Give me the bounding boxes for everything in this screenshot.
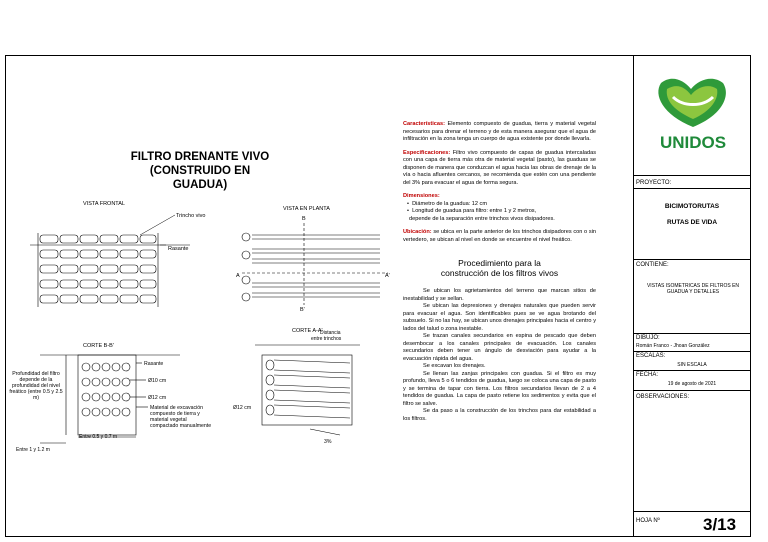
proc-step-3: Se trazan canales secundarios en espina de pescado que deben desembocar a los canales principales de evacuación. Los canales secundarios deben tener un ángulo de desviación para ayudar a la evacuación rápida del agua. bbox=[403, 333, 596, 362]
dim-item-2b: depende de la separación entre trinchos vivos disipadores. bbox=[409, 215, 555, 222]
label-d12: Ø12 cm bbox=[148, 395, 167, 401]
escalas-text: SIN ESCALA bbox=[677, 362, 707, 368]
proyecto-line-1: BICIMOTORUTAS bbox=[664, 203, 720, 210]
ubicacion-label: Ubicación: bbox=[403, 229, 432, 235]
ubicacion-paragraph bbox=[403, 229, 596, 244]
caracteristicas-text: Elemento compuesto de guadua, tierra y material vegetal necesarios para drenar el terreno y de esta manera asegurar que el agua de infiltración en la zona tenga un cuerpo de agua existente por donde llevarla. bbox=[403, 121, 596, 142]
especificaciones-paragraph bbox=[403, 150, 596, 188]
procedimiento-title: Procedimiento para la construcción de los filtros vivos bbox=[440, 258, 559, 278]
label-b-top: B bbox=[302, 216, 306, 222]
title-line-3: GUADUA) bbox=[172, 179, 228, 191]
proyecto-line-2: RUTAS DE VIDA bbox=[666, 219, 718, 226]
dimensiones-label: Dimensiones: bbox=[403, 193, 440, 199]
label-rasante-2: Rasante bbox=[144, 361, 164, 367]
label-d10: Ø10 cm bbox=[148, 378, 167, 384]
dimensiones-section bbox=[403, 193, 596, 223]
procedimiento-steps bbox=[403, 288, 596, 423]
fecha-label: FECHA: bbox=[636, 372, 659, 378]
section-aa bbox=[255, 345, 360, 435]
proc-step-1: Se ubican los agrietamientos del terreno que marcan sitios de inestabilidad y se sellan. bbox=[403, 288, 596, 302]
label-a-left: A bbox=[236, 273, 240, 279]
label-rasante-1: Rasante bbox=[168, 246, 189, 252]
unidos-logo-icon bbox=[653, 75, 733, 135]
dibujo-label: DIBUJÓ: bbox=[636, 335, 660, 341]
label-corte-bb: CORTE B-B' bbox=[83, 343, 114, 349]
label-vista-frontal: VISTA FRONTAL bbox=[83, 201, 125, 207]
drawing-title bbox=[120, 150, 280, 192]
observaciones-label: OBSERVACIONES: bbox=[636, 394, 690, 400]
text-column bbox=[403, 121, 596, 423]
dibujo-text: Román Franco - Jhoan González bbox=[636, 343, 710, 349]
contiene-label: CONTIENE: bbox=[636, 262, 669, 268]
label-corte-aa: CORTE A-A' bbox=[292, 328, 323, 334]
hoja-label: HOJA Nº bbox=[636, 518, 660, 524]
fecha-text: 19 de agosto de 2021 bbox=[667, 381, 717, 387]
label-entre-05: Entre 0.5 y 0.7 m bbox=[79, 434, 118, 440]
title-line-2: (CONSTRUIDO EN bbox=[149, 165, 251, 177]
caracteristicas-label: Características: bbox=[403, 121, 445, 127]
proc-step-2: Se ubican las depresiones y drenajes naturales que pueden servir para evacuar el agua. Son identificables pues se ve agua brotando del subsuelo. Si no las hay, se ubican unos drenajes principales hacia el centro y lados del talud o zona inestable. bbox=[403, 303, 596, 332]
dim-item-1: • Diámetro de la guadua: 12 cm bbox=[407, 200, 488, 207]
title-block bbox=[633, 55, 751, 537]
label-trincho-vivo: Trincho vivo bbox=[176, 213, 206, 219]
especificaciones-label: Especificaciones: bbox=[403, 149, 451, 156]
front-view-logs bbox=[30, 233, 166, 307]
label-d12b: Ø12 cm bbox=[233, 405, 252, 411]
label-entre-1: Entre 1 y 1.2 m bbox=[16, 447, 50, 453]
label-material: Material de excavación compuesto de tierra y material vegetal compactado manualmente bbox=[150, 405, 212, 429]
escalas-label: ESCALAS: bbox=[636, 353, 666, 359]
contiene-text: VISTAS ISOMETRICAS DE FILTROS EN GUADUA Y DETALLES bbox=[646, 283, 740, 295]
label-b-bottom: B' bbox=[300, 307, 305, 313]
proyecto-label: PROYECTO: bbox=[636, 180, 672, 186]
ubicacion-text: se ubica en la parte anterior de los trinchos disipadores con o sin vertedero, se ubican al nivel en donde se encuentre el nivel freático. bbox=[403, 229, 596, 243]
label-a-right: A' bbox=[385, 273, 390, 279]
label-distancia-1: Distancia bbox=[320, 330, 341, 336]
label-profundidad: Profundidad del filtro depende de la profundidad del nivel freático (entre 0.5 y 2.5 m) bbox=[9, 371, 63, 401]
especificaciones-text: Filtro vivo compuesto de capas de guadua intercaladas con una capa de tierra más otra de material vegetal (pasto), las guaduas se disponen de manera que conduzcan el agua hacia las obras de drenaje de la vía o hacia afluentes cercanos, se recomienda que estén con una pendiente del 3% para evacuar el agua de forma segura. bbox=[403, 149, 596, 186]
logo-text: UNIDOS bbox=[659, 133, 727, 152]
proc-step-4: Se excavan los drenajes. bbox=[423, 363, 486, 369]
dim-item-2: • Longitud de guadua para filtro: entre 1 y 2 metros, bbox=[407, 208, 537, 214]
label-vista-planta: VISTA EN PLANTA bbox=[283, 206, 330, 212]
label-pendiente: 3% bbox=[324, 439, 332, 445]
caracteristicas-paragraph bbox=[403, 121, 596, 144]
proc-step-5: Se llenan las zanjas principales con guadua. Si el filtro es muy profundo, lleva 5 o 6 tendidos de guadua, luego se coloca una capa de pasto y se termina de tapar con tierra. Los filtros secundarios llevan de 2 a 4 tendidos de guadua. La capa de pasto retiene los sedimentos y evita que el filtro se salve. bbox=[403, 370, 596, 407]
hoja-number: 3/13 bbox=[703, 515, 737, 534]
title-line-1: FILTRO DRENANTE VIVO bbox=[130, 151, 270, 163]
plan-view bbox=[242, 223, 388, 305]
proc-step-6: Se da paso a la construcción de los trinchos para dar estabilidad a los filtros. bbox=[403, 408, 596, 422]
label-distancia-2: entre trinchos bbox=[311, 336, 342, 342]
